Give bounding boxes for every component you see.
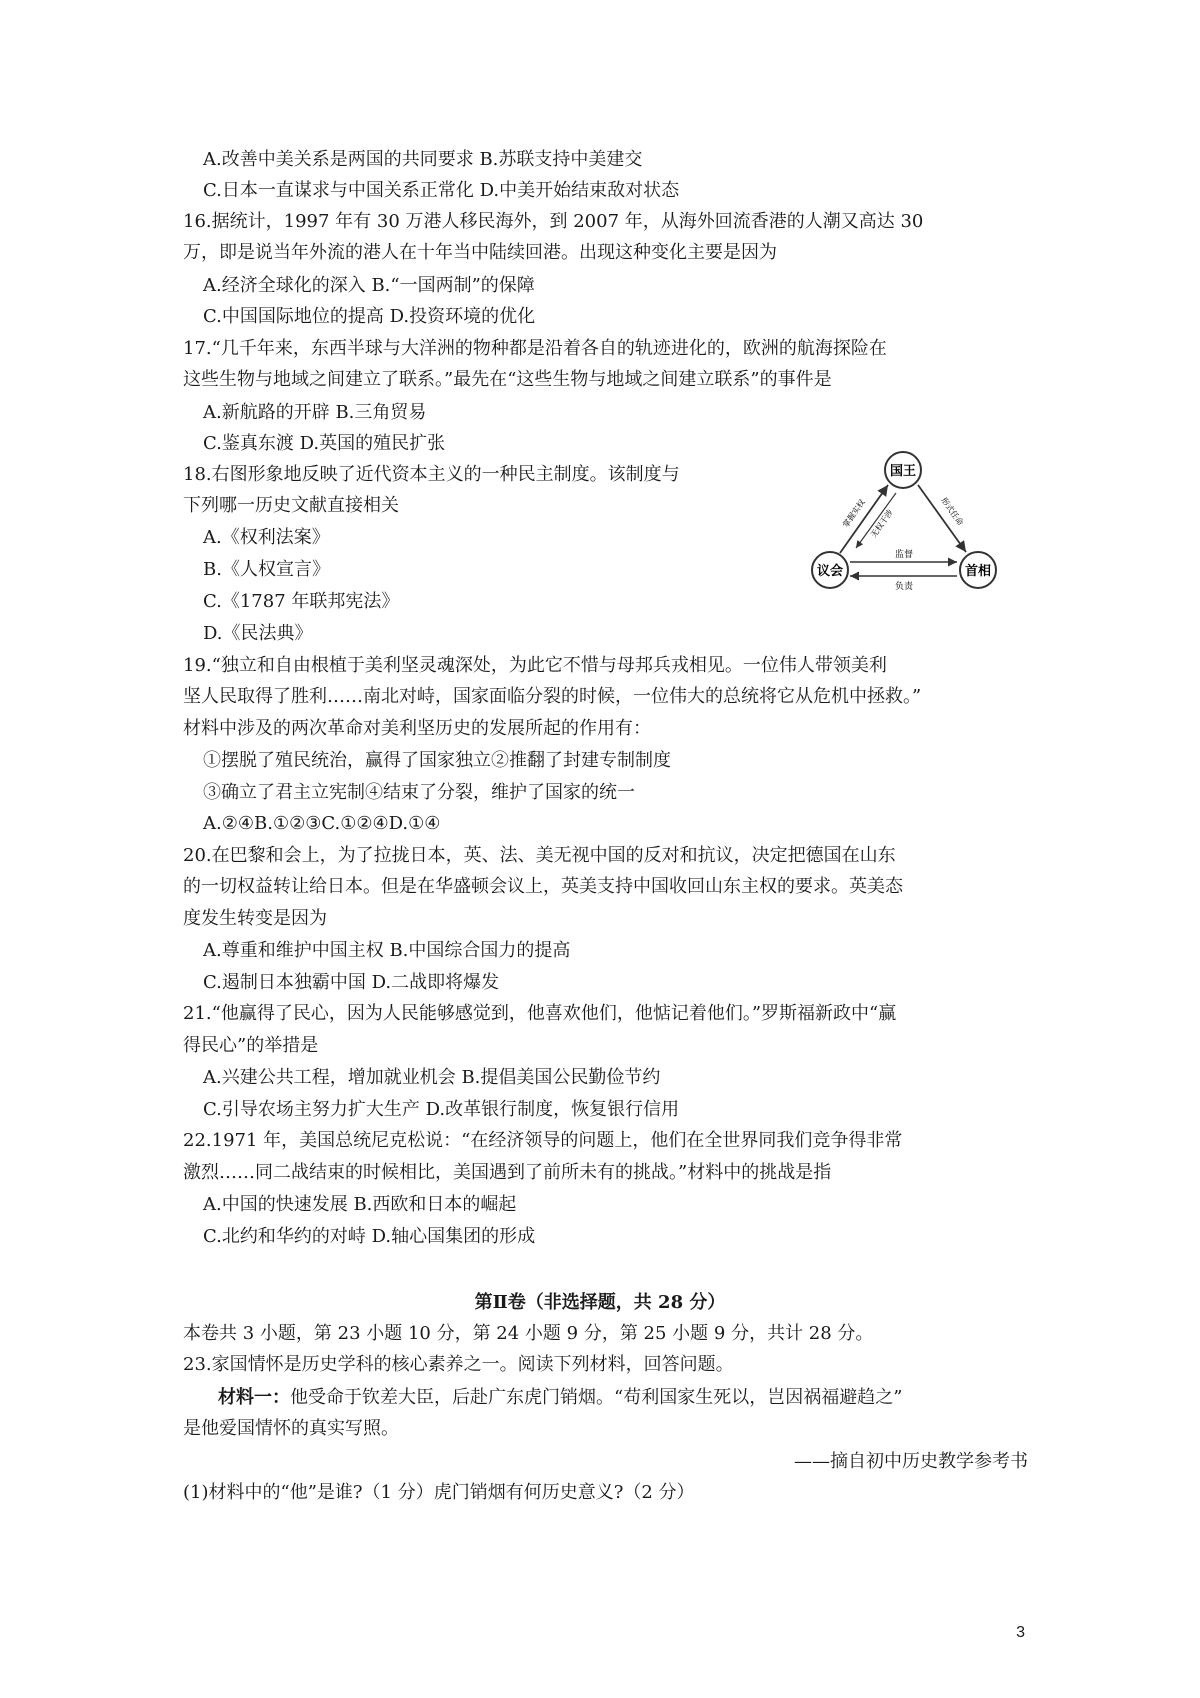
q18-stem-line2: 下列哪一历史文献直接相关 [183,495,399,516]
label-responsible: 负责 [894,582,914,592]
page-number: 3 [1016,1624,1025,1641]
q18-option-a: A.《权利法案》 [203,527,330,548]
q19-statements-12: ①摆脱了殖民统治，赢得了国家独立②推翻了封建专制制度 [203,750,671,771]
label-formal-appointment: 形式任命 [939,495,965,528]
label-no-interference: 无权干涉 [869,507,895,540]
q21-options-cd: C.引导农场主努力扩大生产 D.改革银行制度，恢复银行信用 [203,1099,680,1120]
q15-options-cd: C.日本一直谋求与中国关系正常化 D.中美开始结束敌对状态 [203,180,680,201]
q19-stem-line2: 坚人民取得了胜利……南北对峙，国家面临分裂的时候，一位伟大的总统将它从危机中拯救。” [183,686,922,707]
q17-stem-line2: 这些生物与地域之间建立了联系。”最先在“这些生物与地域之间建立联系”的事件是 [183,369,832,390]
label-real-power: 掌握实权 [841,497,867,530]
q16-options-ab: A.经济全球化的深入 B.“一国两制”的保障 [203,275,535,296]
q16-options-cd: C.中国国际地位的提高 D.投资环境的优化 [203,306,536,327]
q23-stem: 23.家国情怀是历史学科的核心素养之一。阅读下列材料，回答问题。 [183,1354,734,1375]
section-title: 第Ⅱ卷（非选择题，共 28 分） [474,1292,726,1313]
q20-options-cd: C.遏制日本独霸中国 D.二战即将爆发 [203,972,500,993]
material-one-text: 他受命于钦差大臣，后赴广东虎门销烟。“苟利国家生死以，岂因祸福避趋之” [290,1387,903,1408]
q18-option-c: C.《1787 年联邦宪法》 [203,591,400,612]
q20-stem-line1: 20.在巴黎和会上，为了拉拢日本，英、法、美无视中国的反对和抗议，决定把德国在山东 [183,845,896,866]
q22-options-cd: C.北约和华约的对峙 D.轴心国集团的形成 [203,1226,536,1247]
q21-stem-line1: 21.“他赢得了民心，因为人民能够感觉到，他喜欢他们，他惦记着他们。”罗斯福新政中“赢 [183,1003,897,1024]
q22-stem-line2: 激烈……同二战结束的时候相比，美国遇到了前所未有的挑战。”材料中的挑战是指 [183,1162,832,1183]
q19-options: A.②④B.①②③C.①②④D.①④ [203,813,441,834]
q21-stem-line2: 得民心”的举措是 [183,1035,319,1056]
q19-stem-line3: 材料中涉及的两次革命对美利坚历史的发展所起的作用有： [183,718,651,739]
q20-options-ab: A.尊重和维护中国主权 B.中国综合国力的提高 [203,940,571,961]
q17-options-ab: A.新航路的开辟 B.三角贸易 [203,402,427,423]
q22-stem-line1: 22.1971 年，美国总统尼克松说：“在经济领导的问题上，他们在全世界同我们竞争得非常 [183,1130,903,1151]
q20-stem-line3: 度发生转变是因为 [183,908,327,929]
material-one-label: 材料一： [218,1387,290,1408]
material-one [218,1389,902,1407]
q18-stem-line1: 18.右图形象地反映了近代资本主义的一种民主制度。该制度与 [183,464,680,485]
material-one-line2: 是他爱国情怀的真实写照。 [183,1418,399,1439]
q16-stem-line2: 万，即是说当年外流的港人在十年当中陆续回港。出现这种变化主要是因为 [183,242,777,263]
king-label: 国王 [889,464,917,479]
q20-stem-line2: 的一切权益转让给日本。但是在华盛顿会议上，英美支持中国收回山东主权的要求。英美态 [183,876,903,897]
q22-options-ab: A.中国的快速发展 B.西欧和日本的崛起 [203,1194,517,1215]
constitutional-monarchy-diagram [800,445,1015,595]
label-supervise: 监督 [894,550,914,560]
q15-options-ab: A.改善中美关系是两国的共同要求 B.苏联支持中美建交 [203,149,643,170]
q17-options-cd: C.鉴真东渡 D.英国的殖民扩张 [203,433,446,454]
q23-subquestion-1: (1)材料中的“他”是谁?（1 分）虎门销烟有何历史意义?（2 分） [183,1482,695,1503]
q16-stem-line1: 16.据统计，1997 年有 30 万港人移民海外，到 2007 年，从海外回流香港的人潮又高达 30 [183,211,924,232]
material-source: ——摘自初中历史教学参考书 [794,1451,1028,1472]
parliament-label: 议会 [816,564,844,579]
q18-option-b: B.《人权宣言》 [203,559,330,580]
q19-stem-line1: 19.“独立和自由根植于美利坚灵魂深处，为此它不惜与母邦兵戎相见。一位伟人带领美利 [183,655,887,676]
q18-option-d: D.《民法典》 [203,623,313,644]
q19-statements-34: ③确立了君主立宪制④结束了分裂，维护了国家的统一 [203,782,635,803]
section-instructions: 本卷共 3 小题，第 23 小题 10 分，第 24 小题 9 分，第 25 小题 9 分，共计 28 分。 [183,1323,874,1344]
pm-label: 首相 [964,564,992,579]
q21-options-ab: A.兴建公共工程，增加就业机会 B.提倡美国公民勤俭节约 [203,1067,661,1088]
q17-stem-line1: 17.“几千年来，东西半球与大洋洲的物种都是沿着各自的轨迹进化的，欧洲的航海探险在 [183,338,887,359]
